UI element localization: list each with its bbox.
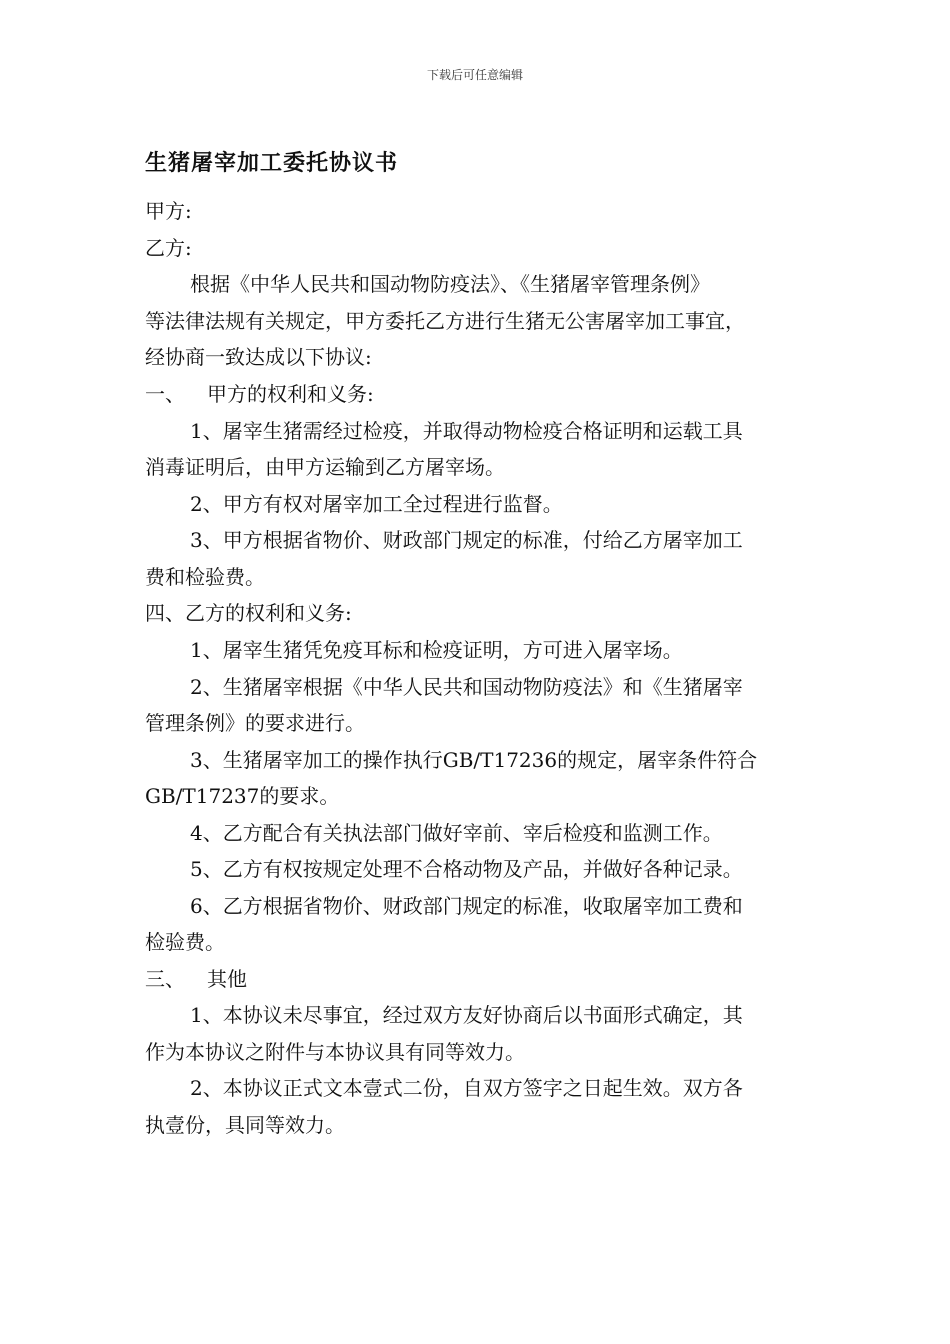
party-a-label: 甲方:: [145, 199, 192, 223]
intro-line-1: 根据《中华人民共和国动物防疫法》、《生猪屠宰管理条例》: [190, 272, 710, 296]
section-1-item-1-line-2: 消毒证明后，由甲方运输到乙方屠宰场。: [145, 455, 505, 479]
section-1-item-3-line-2: 费和检验费。: [145, 565, 265, 589]
section-2-item-3-line-1: 3、生猪屠宰加工的操作执行GB/T17236的规定，屠宰条件符合: [190, 748, 758, 772]
section-3-item-2-line-2: 执壹份，具同等效力。: [145, 1113, 345, 1137]
section-2-item-6-line-2: 检验费。: [145, 930, 225, 954]
intro-line-2: 等法律法规有关规定，甲方委托乙方进行生猪无公害屠宰加工事宜，: [145, 309, 745, 333]
section-1-item-3-line-1: 3、甲方根据省物价、财政部门规定的标准，付给乙方屠宰加工: [190, 528, 743, 552]
section-2-item-4: 4、乙方配合有关执法部门做好宰前、宰后检疫和监测工作。: [190, 821, 723, 845]
page-header-note: 下载后可任意编辑: [426, 68, 523, 82]
section-2-item-1: 1、屠宰生猪凭免疫耳标和检疫证明，方可进入屠宰场。: [190, 638, 683, 662]
section-2-item-2-line-2: 管理条例》的要求进行。: [145, 711, 365, 735]
section-3-number: 三、: [145, 967, 185, 991]
section-1-title: 甲方的权利和义务:: [207, 382, 374, 406]
section-1-heading: [145, 382, 374, 406]
section-2-heading: 四、乙方的权利和义务:: [145, 601, 352, 625]
section-1-item-2: 2、甲方有权对屠宰加工全过程进行监督。: [190, 492, 563, 516]
section-3-heading: [145, 967, 247, 991]
section-2-item-5: 5、乙方有权按规定处理不合格动物及产品，并做好各种记录。: [190, 857, 743, 881]
party-b-label: 乙方:: [145, 236, 192, 260]
intro-line-3: 经协商一致达成以下协议:: [145, 345, 372, 369]
section-1-number: 一、: [145, 382, 185, 406]
document-title: 生猪屠宰加工委托协议书: [145, 151, 399, 176]
section-2-item-3-line-2: GB/T17237的要求。: [145, 784, 340, 808]
section-3-title: 其他: [207, 967, 247, 991]
section-2-item-6-line-1: 6、乙方根据省物价、财政部门规定的标准，收取屠宰加工费和: [190, 894, 743, 918]
section-1-item-1-line-1: 1、屠宰生猪需经过检疫，并取得动物检疫合格证明和运载工具: [190, 419, 743, 443]
section-3-item-2-line-1: 2、本协议正式文本壹式二份，自双方签字之日起生效。双方各: [190, 1076, 743, 1100]
section-3-item-1-line-2: 作为本协议之附件与本协议具有同等效力。: [145, 1040, 525, 1064]
section-3-item-1-line-1: 1、本协议未尽事宜，经过双方友好协商后以书面形式确定，其: [190, 1003, 743, 1027]
section-2-item-2-line-1: 2、生猪屠宰根据《中华人民共和国动物防疫法》和《生猪屠宰: [190, 675, 743, 699]
